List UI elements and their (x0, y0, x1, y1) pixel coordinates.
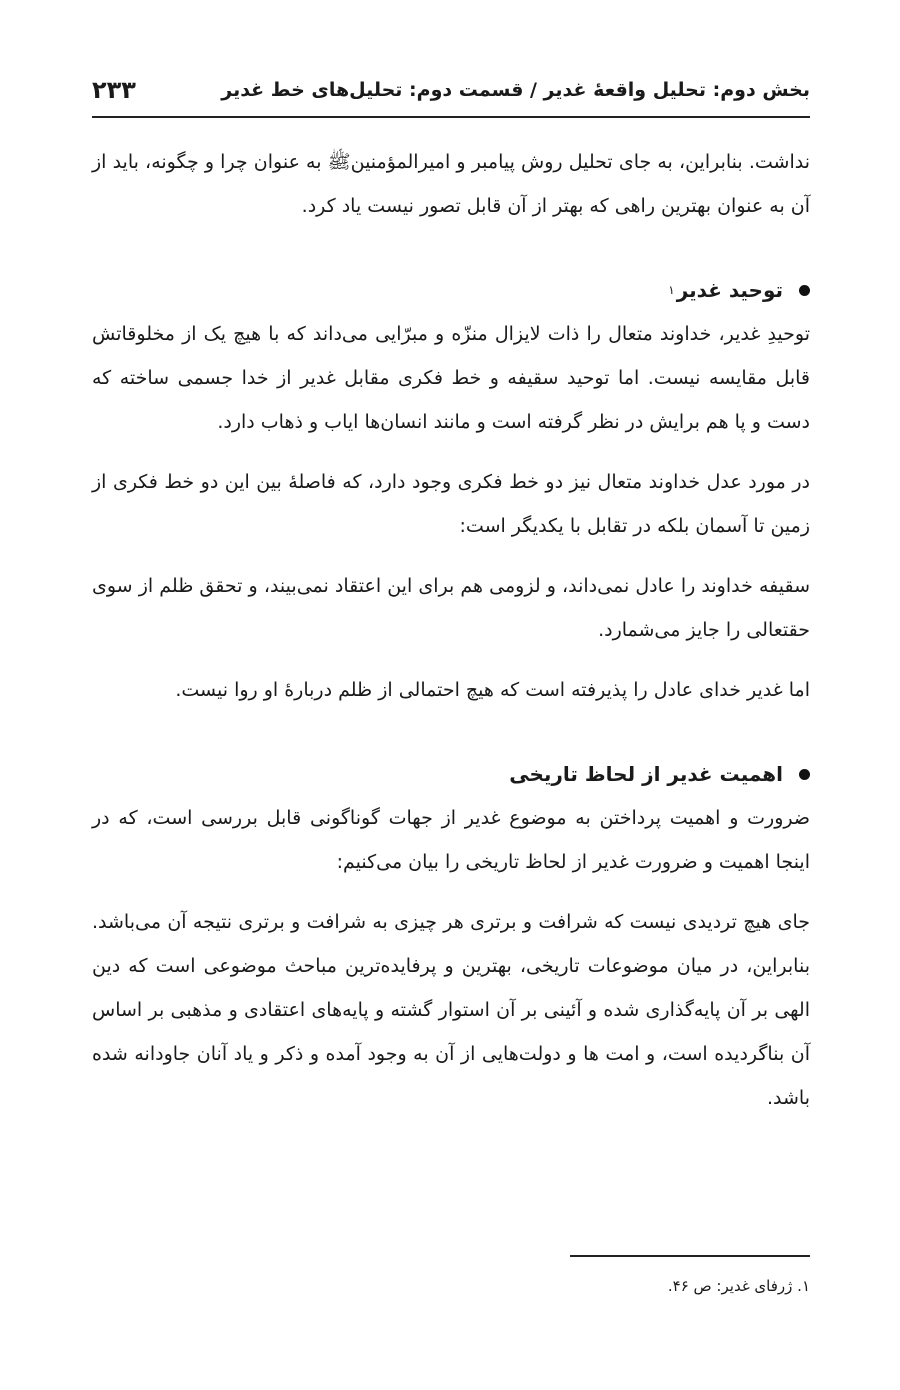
paragraph-2: توحیدِ غدیر، خداوند متعال را ذات لایزال منزّه و مبرّایی می‌داند که با هیچ یک از مخلوقاتش قابل مقایسه نیست. اما توحید سقیفه و خط فکری مقابل غدیر از خدا جسمی ساخته که دست و پا هم برایش در نظر گرفته است و مانند انسان‌ها ایاب و ذهاب دارد. (92, 323, 810, 433)
spacer (92, 652, 810, 668)
paragraph-6: ضرورت و اهمیت پرداختن به موضوع غدیر از جهات گوناگونی قابل بررسی است، که در اینجا اهمیت و ضرورت غدیر از لحاظ تاریخی را بیان می‌کنیم: (92, 807, 810, 873)
section-heading-history (92, 752, 810, 796)
footnote: ۱. ژرفای غدیر: ص ۴۶. (667, 1277, 810, 1295)
document-page (92, 0, 810, 1390)
paragraph-4: سقیفه خداوند را عادل نمی‌داند، و لزومی هم برای این اعتقاد نمی‌بیند، و تحقق ظلم از سوی حقتعالی را جایز می‌شمارد. (92, 575, 810, 641)
footnote-marker[interactable]: ۱ (668, 283, 675, 297)
paragraph-5: اما غدیر خدای عادل را پذیرفته است که هیچ احتمالی از ظلم دربارهٔ او روا نیست. (175, 679, 810, 701)
header-divider (92, 116, 810, 118)
spacer (92, 548, 810, 564)
running-header-title: بخش دوم: تحلیل واقعهٔ غدیر / قسمت دوم: تحلیل‌های خط غدیر (221, 79, 810, 101)
heading-text: اهمیت غدیر از لحاظ تاریخی (509, 762, 783, 786)
spacer (92, 712, 810, 752)
spacer (92, 444, 810, 460)
heading-text: توحید غدیر (676, 278, 783, 302)
body-text (92, 140, 810, 1120)
page-header (92, 70, 810, 110)
paragraph-1: نداشت. بنابراین، به جای تحلیل روش پیامبر و امیرالمؤمنین‌ﷺ به عنوان چرا و چگونه، باید از آن به عنوان بهترین راهی که بهتر از آن قابل تصور نیست یاد کرد. (92, 151, 810, 217)
bullet-icon (799, 285, 810, 296)
section-heading-tawhid (92, 268, 810, 312)
page-number: ۲۳۳ (92, 76, 136, 104)
footnote-divider (570, 1255, 810, 1257)
paragraph-7: جای هیچ تردیدی نیست که شرافت و برتری هر چیزی به شرافت و برتری نتیجه آن می‌باشد. بنابراین، در میان موضوعات تاریخی، بهترین و پرفایده‌ترین مباحث موضوعی است که دین الهی بر آن پایه‌گذاری شده و آئینی بر آن استوار گشته و پایه‌های اعتقادی و مذهبی بر اساس آن بناگردیده است، و امت ها و دولت‌هایی از آن به وجود آمده و ذکر و یاد آنان جاودانه شده باشد. (92, 911, 810, 1109)
paragraph-3: در مورد عدل خداوند متعال نیز دو خط فکری وجود دارد، که فاصلهٔ بین این دو خط فکری از زمین تا آسمان بلکه در تقابل با یکدیگر است: (92, 471, 810, 537)
spacer (92, 884, 810, 900)
spacer (92, 228, 810, 268)
bullet-icon (799, 769, 810, 780)
